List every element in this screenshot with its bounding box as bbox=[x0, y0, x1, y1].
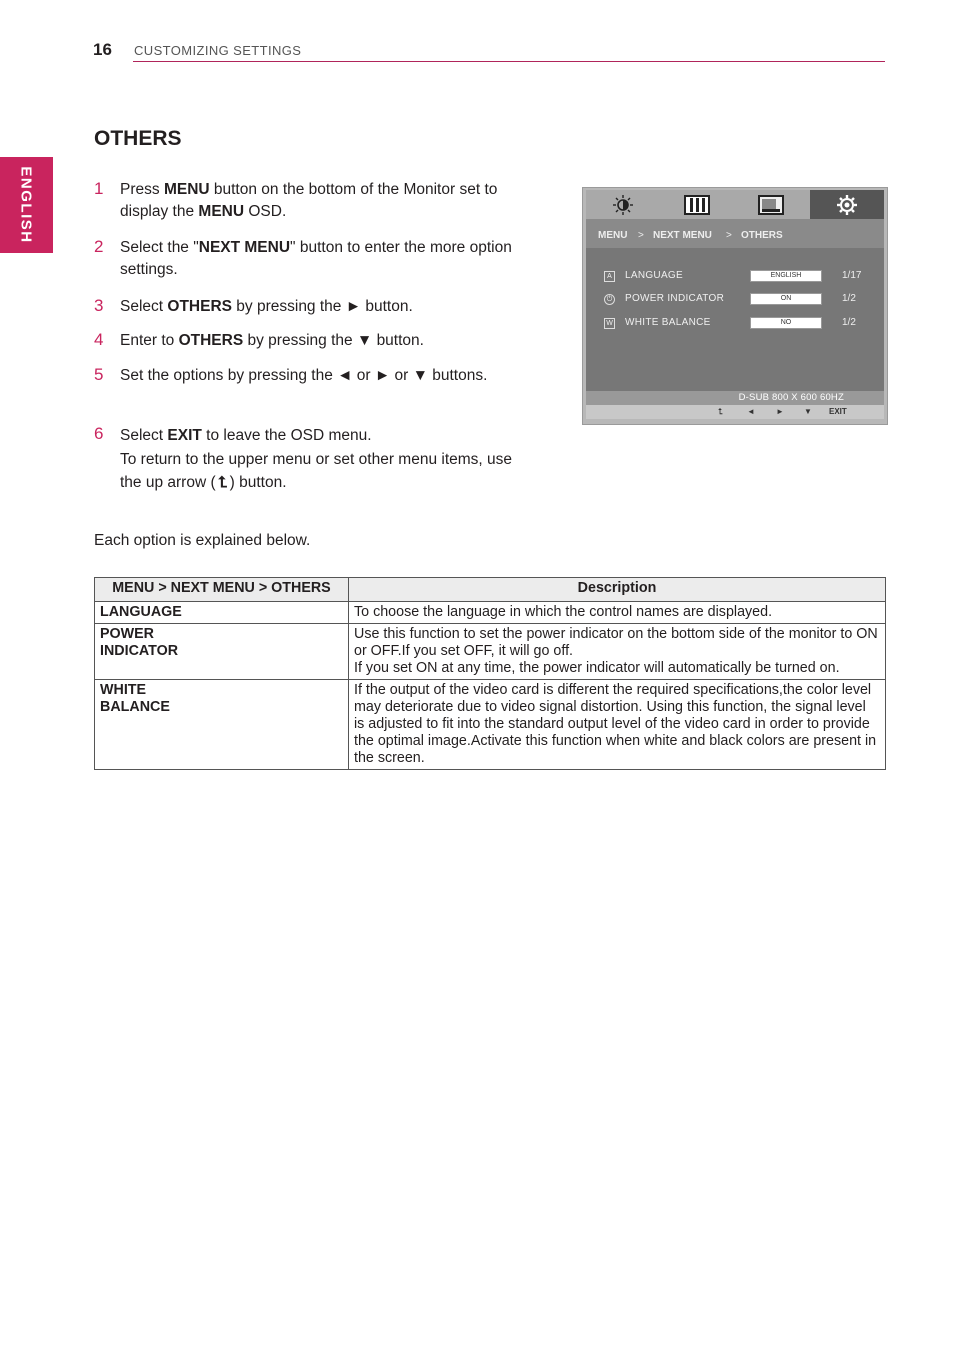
step-number: 2 bbox=[94, 237, 104, 256]
step-fragment: Enter to bbox=[120, 332, 179, 349]
osd-row-label: WHITE BALANCE bbox=[625, 317, 711, 328]
up-arrow-icon: ⮤ bbox=[218, 474, 228, 491]
option-description-line: To choose the language in which the control names are displayed. bbox=[354, 604, 773, 620]
table-header-menu: MENU > NEXT MENU > OTHERS bbox=[95, 578, 349, 602]
option-term-line: LANGUAGE bbox=[100, 604, 182, 620]
osd-signal-text: D-SUB 800 X 600 60HZ bbox=[738, 392, 844, 403]
left-arrow-icon: ◄ bbox=[747, 407, 755, 416]
osd-breadcrumb bbox=[586, 219, 884, 248]
step-keyword: OTHERS bbox=[167, 298, 232, 315]
option-term bbox=[95, 602, 349, 624]
step-number: 3 bbox=[94, 296, 104, 315]
osd-row-value: NO bbox=[750, 317, 822, 329]
step-text bbox=[120, 237, 519, 281]
step-fragment: Select the " bbox=[120, 239, 199, 256]
power-icon: ⏻ bbox=[604, 294, 615, 305]
step-fragment: button on the bottom of the Monitor set to display the bbox=[120, 181, 498, 220]
step-number: 4 bbox=[94, 330, 104, 349]
option-description bbox=[349, 624, 886, 680]
step-number: 1 bbox=[94, 179, 104, 198]
osd-row-label: POWER INDICATOR bbox=[625, 293, 725, 304]
option-term-line: INDICATOR bbox=[100, 643, 179, 659]
step-item bbox=[94, 365, 519, 387]
step-keyword: MENU bbox=[163, 181, 210, 198]
header-rule bbox=[133, 61, 885, 62]
white-balance-icon: W bbox=[604, 318, 615, 329]
option-term-line: WHITE bbox=[100, 682, 147, 698]
osd-row-white-balance bbox=[604, 317, 874, 333]
picture-icon bbox=[660, 190, 734, 219]
osd-crumb-sep: > bbox=[726, 230, 732, 241]
table-header-description: Description bbox=[349, 578, 886, 602]
options-table bbox=[94, 577, 886, 770]
osd-crumb-menu: MENU bbox=[598, 230, 628, 241]
osd-exit-label: EXIT bbox=[829, 407, 847, 416]
step-fragment: Press bbox=[120, 181, 164, 198]
page-number: 16 bbox=[93, 40, 112, 59]
osd-row-language bbox=[604, 270, 874, 286]
table-row bbox=[95, 602, 886, 624]
step-item bbox=[94, 424, 519, 495]
osd-row-value: ENGLISH bbox=[750, 270, 822, 282]
color-icon bbox=[734, 190, 808, 219]
page-title: OTHERS bbox=[94, 127, 182, 150]
step-number: 6 bbox=[94, 424, 104, 443]
step-fragment: Select bbox=[120, 298, 168, 315]
step-fragment: Select bbox=[120, 427, 168, 444]
option-description bbox=[349, 602, 886, 624]
step-keyword: NEXT MENU bbox=[198, 239, 291, 256]
osd-button-bar bbox=[586, 405, 884, 419]
option-term-line: BALANCE bbox=[100, 699, 170, 715]
step-number: 5 bbox=[94, 365, 104, 384]
language-tab-label: ENGLISH bbox=[17, 166, 35, 244]
step-fragment: by pressing the ► button. bbox=[231, 298, 413, 315]
osd-row-label: LANGUAGE bbox=[625, 270, 683, 281]
osd-crumb-others: OTHERS bbox=[741, 230, 783, 241]
step-keyword: EXIT bbox=[167, 427, 202, 444]
step-text bbox=[120, 365, 519, 387]
step-text bbox=[120, 179, 519, 223]
option-term bbox=[95, 680, 349, 770]
step-fragment: Set the options by pressing the ◄ or ► or ▼ buttons. bbox=[120, 367, 488, 384]
option-description-line: If you set ON at any time, the power indicator will automatically be turned on. bbox=[354, 660, 840, 676]
step-item bbox=[94, 179, 519, 223]
settings-gear-icon bbox=[810, 190, 884, 219]
step-fragment: To return to the upper menu or set other menu items, use the up arrow ( bbox=[120, 450, 513, 491]
osd-panel bbox=[586, 190, 884, 419]
up-arrow-icon: ⮤ bbox=[718, 407, 723, 416]
language-tab bbox=[0, 157, 53, 253]
right-arrow-icon: ► bbox=[776, 407, 784, 416]
osd-signal-bar bbox=[586, 391, 884, 405]
step-text bbox=[120, 296, 519, 318]
option-description bbox=[349, 680, 886, 770]
step-fragment: ) button. bbox=[229, 474, 287, 491]
step-item bbox=[94, 296, 519, 318]
osd-row-count: 1/2 bbox=[842, 317, 856, 328]
step-text bbox=[120, 330, 519, 352]
step-fragment: " button to enter the more option settings. bbox=[120, 239, 512, 278]
section-header: CUSTOMIZING SETTINGS bbox=[134, 43, 302, 58]
step-keyword: MENU bbox=[198, 203, 245, 220]
step-item bbox=[94, 237, 519, 281]
option-description-line: If the output of the video card is different the required specifications,the color level may deteriorate due to video signal distortion. Using this function, the signal level is adjusted to fit into the standard output level of the video card in order to provide the optimal image.Activate this function when white and black colors are present in the screen. bbox=[354, 682, 877, 766]
osd-row-value: ON bbox=[750, 293, 822, 305]
table-row bbox=[95, 680, 886, 770]
osd-row-count: 1/17 bbox=[842, 270, 862, 281]
down-arrow-icon: ▼ bbox=[804, 407, 812, 416]
table-row bbox=[95, 624, 886, 680]
language-icon: A bbox=[604, 271, 615, 282]
explain-note: Each option is explained below. bbox=[94, 532, 311, 549]
osd-crumb-next-menu: NEXT MENU bbox=[653, 230, 712, 241]
osd-screenshot bbox=[582, 187, 888, 425]
option-term-line: POWER bbox=[100, 626, 155, 642]
step-fragment: by pressing the ▼ button. bbox=[243, 332, 424, 349]
brightness-icon bbox=[586, 190, 660, 219]
table-header-row bbox=[95, 578, 886, 602]
osd-crumb-sep: > bbox=[638, 230, 644, 241]
osd-row-power-indicator bbox=[604, 293, 874, 309]
step-text bbox=[120, 424, 519, 495]
option-description-line: Use this function to set the power indicator on the bottom side of the monitor to ON or OFF.If you set OFF, it will go off. bbox=[354, 626, 878, 659]
osd-row-count: 1/2 bbox=[842, 293, 856, 304]
option-term bbox=[95, 624, 349, 680]
step-fragment: to leave the OSD menu. bbox=[201, 427, 372, 444]
step-keyword: OTHERS bbox=[178, 332, 244, 349]
osd-tab-bar bbox=[586, 190, 884, 219]
step-fragment: OSD. bbox=[244, 203, 287, 220]
step-item bbox=[94, 330, 519, 352]
